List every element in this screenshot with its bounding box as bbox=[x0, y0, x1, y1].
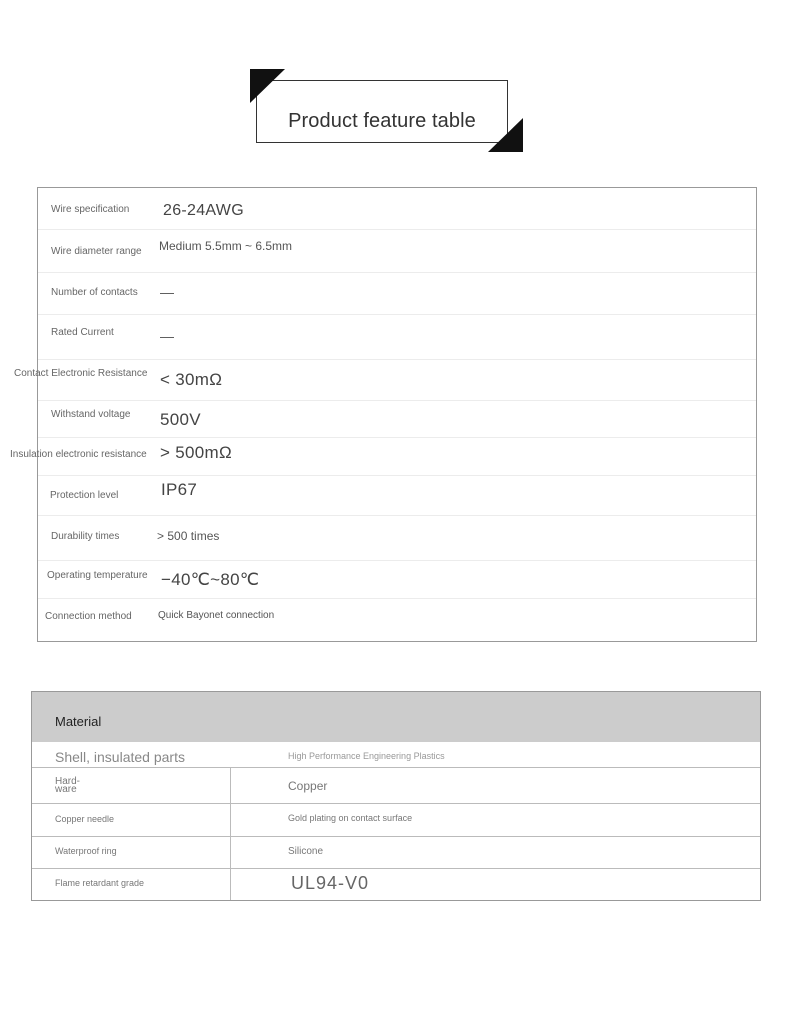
material-row-hardware bbox=[32, 768, 760, 804]
material-label: Hard- ware bbox=[55, 776, 81, 795]
material-value: UL94-V0 bbox=[291, 873, 370, 893]
column-divider bbox=[230, 804, 231, 836]
spec-label: Insulation electronic resistance bbox=[10, 449, 147, 460]
spec-value: < 30mΩ bbox=[160, 370, 223, 389]
spec-row-number-of-contacts bbox=[38, 272, 756, 315]
spec-label: Withstand voltage bbox=[51, 409, 131, 420]
spec-row-contact-resistance bbox=[14, 359, 756, 401]
spec-value: IP67 bbox=[161, 480, 198, 499]
spec-row-durability-times bbox=[38, 515, 756, 561]
material-label: Waterproof ring bbox=[55, 846, 117, 856]
spec-label: Operating temperature bbox=[47, 570, 148, 581]
spec-value: 500V bbox=[160, 410, 201, 429]
material-label: Shell, insulated parts bbox=[55, 749, 185, 765]
spec-value: Quick Bayonet connection bbox=[158, 610, 275, 621]
page-title: Product feature table bbox=[288, 110, 476, 132]
spec-label: Wire specification bbox=[51, 204, 130, 215]
spec-label: Connection method bbox=[45, 611, 132, 622]
spec-label: Number of contacts bbox=[51, 287, 138, 298]
spec-value: −40℃~80℃ bbox=[161, 570, 260, 589]
material-value: Gold plating on contact surface bbox=[288, 813, 413, 823]
spec-row-connection-method bbox=[38, 598, 756, 642]
spec-row-protection-level bbox=[38, 475, 756, 516]
spec-row-withstand-voltage bbox=[38, 400, 756, 438]
spec-value: — bbox=[160, 284, 174, 300]
column-divider bbox=[230, 768, 231, 803]
spec-label: Protection level bbox=[50, 490, 119, 501]
spec-row-wire-specification bbox=[38, 188, 756, 230]
material-header-label: Material bbox=[55, 714, 102, 729]
spec-value: 26-24AWG bbox=[163, 202, 244, 219]
material-label: Copper needle bbox=[55, 814, 115, 824]
spec-label: Contact Electronic Resistance bbox=[14, 368, 148, 379]
material-value: Silicone bbox=[288, 846, 324, 857]
corner-triangle-top-left-icon bbox=[250, 69, 285, 103]
column-divider bbox=[230, 869, 231, 900]
material-row-flame-retardant bbox=[32, 869, 760, 900]
column-divider bbox=[230, 837, 231, 868]
material-table bbox=[31, 691, 761, 901]
spec-row-operating-temperature bbox=[38, 560, 756, 599]
material-row-copper-needle bbox=[32, 804, 760, 837]
spec-table bbox=[10, 187, 757, 642]
material-label: Flame retardant grade bbox=[55, 878, 145, 888]
spec-row-wire-diameter-range bbox=[38, 229, 756, 273]
material-header bbox=[32, 692, 760, 742]
spec-value: > 500 times bbox=[157, 529, 220, 543]
title-badge bbox=[250, 69, 524, 153]
spec-value: Medium 5.5mm ~ 6.5mm bbox=[159, 239, 293, 253]
spec-value: > 500mΩ bbox=[160, 443, 232, 462]
spec-row-rated-current bbox=[38, 314, 756, 360]
material-row-shell bbox=[32, 742, 760, 768]
spec-label: Wire diameter range bbox=[51, 246, 142, 257]
corner-triangle-bottom-right-icon bbox=[488, 118, 523, 152]
spec-row-insulation-resistance bbox=[10, 437, 756, 476]
title-frame bbox=[256, 80, 508, 143]
spec-label: Rated Current bbox=[51, 327, 114, 338]
spec-label: Durability times bbox=[51, 531, 120, 542]
material-value: Copper bbox=[288, 779, 328, 793]
material-row-waterproof-ring bbox=[32, 837, 760, 869]
spec-value: — bbox=[160, 328, 174, 344]
material-value: High Performance Engineering Plastics bbox=[288, 751, 445, 761]
